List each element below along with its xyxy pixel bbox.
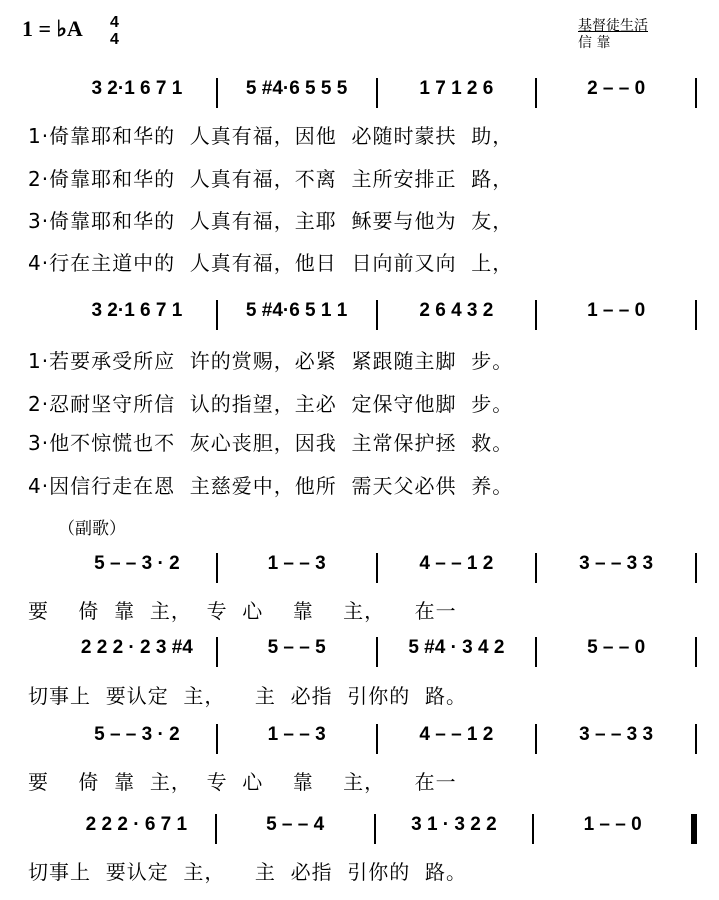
lyric-line: 切事上 要认定 主， 主 必指 引你的 路。 (28, 684, 468, 708)
measure: 2 2 2 · 2 3 #4 (80, 637, 193, 658)
lyric-line: 1·倚靠耶和华的 人真有福，因他 必随时蒙扶 助， (28, 124, 514, 148)
measure: 5 #4·6 5 1 1 (245, 300, 348, 321)
measure: 5 – – 5 (267, 637, 326, 658)
measure: 5 #4·6 5 5 5 (245, 78, 348, 99)
barline (695, 724, 697, 754)
lyric-line: 2·倚靠耶和华的 人真有福，不离 主所安排正 路， (28, 167, 514, 191)
measure: 2 – – 0 (587, 78, 646, 99)
measure: 3 2·1 6 7 1 (91, 78, 183, 99)
measure: 1 – – 3 (267, 553, 326, 574)
lyric-line: 3·他不惊慌也不 灰心丧胆，因我 主常保护拯 救。 (28, 431, 514, 455)
measure: 4 – – 1 2 (419, 553, 494, 574)
barline (695, 78, 697, 108)
barline (695, 553, 697, 583)
lyric-line: 4·因信行走在恩 主慈爱中，他所 需天父必供 养。 (28, 474, 514, 498)
measure: 2 6 4 3 2 (419, 300, 494, 321)
measure: 1 – – 0 (587, 300, 646, 321)
measure: 5 – – 4 (266, 814, 325, 835)
notation-line (58, 553, 697, 583)
measure: 5 – – 3 · 2 (94, 724, 180, 745)
barline (695, 637, 697, 667)
notation-line (58, 300, 697, 330)
measure: 5 #4 · 3 4 2 (408, 637, 505, 658)
notation-line (58, 78, 697, 108)
measure: 3 – – 3 3 (579, 724, 654, 745)
measure: 2 2 2 · 6 7 1 (85, 814, 188, 835)
time-signature (110, 14, 119, 48)
time-denominator: 4 (110, 31, 119, 48)
lyric-line: 切事上 要认定 主， 主 必指 引你的 路。 (28, 860, 468, 884)
barline (695, 300, 697, 330)
measure: 3 2·1 6 7 1 (91, 300, 183, 321)
measure: 1 – – 3 (267, 724, 326, 745)
lyric-line: 3·倚靠耶和华的 人真有福，主耶 稣要与他为 友， (28, 209, 514, 233)
measure: 3 – – 3 3 (579, 553, 654, 574)
measure: 3 1 · 3 2 2 (411, 814, 497, 835)
notation-line (58, 814, 697, 844)
lyric-line: 要 倚 靠 主， 专 心 靠 主， 在一 (28, 770, 457, 794)
source-label: 基督徒生活 (578, 18, 648, 34)
chorus-label: （副歌） (58, 519, 126, 539)
time-numerator: 4 (110, 14, 119, 31)
measure: 4 – – 1 2 (419, 724, 494, 745)
measure: 1 7 1 2 6 (419, 78, 494, 99)
lyric-line: 2·忍耐坚守所信 认的指望，主必 定保守他脚 步。 (28, 392, 514, 416)
key-signature: 1 = ♭A (22, 16, 83, 41)
lyric-line: 要 倚 靠 主， 专 心 靠 主， 在一 (28, 599, 457, 623)
measure: 5 – – 0 (587, 637, 646, 658)
song-credit (578, 18, 648, 52)
lyric-line: 1·若要承受所应 许的赏赐，必紧 紧跟随主脚 步。 (28, 349, 514, 373)
notation-line (58, 637, 697, 667)
song-title: 信 靠 (578, 35, 611, 51)
measure: 1 – – 0 (583, 814, 642, 835)
final-barline (691, 814, 697, 844)
notation-line (58, 724, 697, 754)
measure: 5 – – 3 · 2 (94, 553, 180, 574)
lyric-line: 4·行在主道中的 人真有福，他日 日向前又向 上， (28, 251, 514, 275)
